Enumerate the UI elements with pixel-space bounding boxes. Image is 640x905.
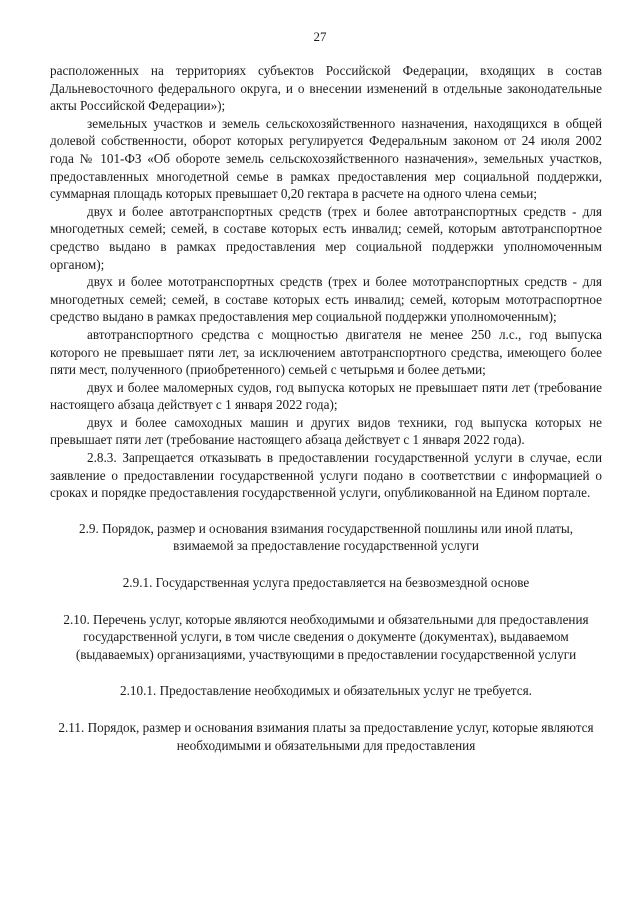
paragraph-self-propelled-machines: двух и более самоходных машин и других видов техники, год выпуска которых не превышает пяти лет (требование настоящего абзаца действует с 1 января 2022 года). bbox=[50, 414, 602, 448]
section-heading-2-10-1: 2.10.1. Предоставление необходимых и обязательных услуг не требуется. bbox=[120, 683, 532, 699]
paragraph-continuation: расположенных на территориях субъектов Российской Федерации, входящих в состав Дальневосточного федерального округа, и о внесении изменений в отдельные законодательные акты Российской Федерации»); bbox=[50, 63, 602, 114]
paragraph-2-8-3: 2.8.3. Запрещается отказывать в предоставлении государственной услуги в случае, если заявление о предоставлении государственной услуги подано в соответствии с информацией о сроках и порядке предоставления государственной услуги, опубликованной на Едином портале. bbox=[50, 450, 602, 501]
paragraph-motor-vehicles: двух и более автотранспортных средств (трех и более автотранспортных средств - для многодетных семей; семей, в составе которых есть инвалид; семей, которым автотранспортное средство выдано в рамках предоставления мер социальной поддержки уполномоченным органом); bbox=[50, 203, 602, 272]
document-body bbox=[50, 62, 602, 754]
section-heading-2-10: 2.10. Перечень услуг, которые являются необходимыми и обязательными для предоставления государственной услуги, в том числе сведения о документе (документах), выдаваемом (выдаваемых) организациями, участвующими в предоставлении государственной услуги bbox=[63, 611, 589, 662]
section-heading-2-9-1: 2.9.1. Государственная услуга предоставляется на безвозмездной основе bbox=[122, 575, 530, 591]
paragraph-motorcycles: двух и более мототранспортных средств (трех и более мототранспортных средств - для многодетных семей; семей, в составе которых есть инвалид; семей, которым мототраспортное средство выдано в рамках предоставления мер социальной поддержки уполномоченным); bbox=[50, 274, 602, 325]
paragraph-land-plots: земельных участков и земель сельскохозяйственного назначения, находящихся в общей долевой собственности, оборот которых регулируется Федеральным законом от 24 июля 2002 года № 101-ФЗ «Об обороте земель сельскохозяйственного назначения», земельных участков, предоставленных многодетной семье в рамках предоставления мер социальной поддержки, суммарная площадь которых превышает 0,20 гектара в расчете на одного члена семьи; bbox=[50, 115, 602, 202]
section-heading-2-11: 2.11. Порядок, размер и основания взимания платы за предоставление услуг, которые являются необходимыми и обязательными для предоставления bbox=[58, 720, 594, 753]
page-number: 27 bbox=[313, 29, 327, 44]
paragraph-small-vessels: двух и более маломерных судов, год выпуска которых не превышает пяти лет (требование настоящего абзаца действует с 1 января 2022 года); bbox=[50, 379, 602, 413]
section-heading-2-9: 2.9. Порядок, размер и основания взимания государственной пошлины или иной платы, взимаемой за предоставление государственной услуги bbox=[78, 520, 574, 554]
paragraph-engine-power: автотранспортного средства с мощностью двигателя не менее 250 л.с., год выпуска которого не превышает пяти лет, за исключением автотранспортного средства, имеющего более пяти мест, полученного (приобретенного) семьей с четырьмя и более детьми; bbox=[50, 326, 602, 378]
